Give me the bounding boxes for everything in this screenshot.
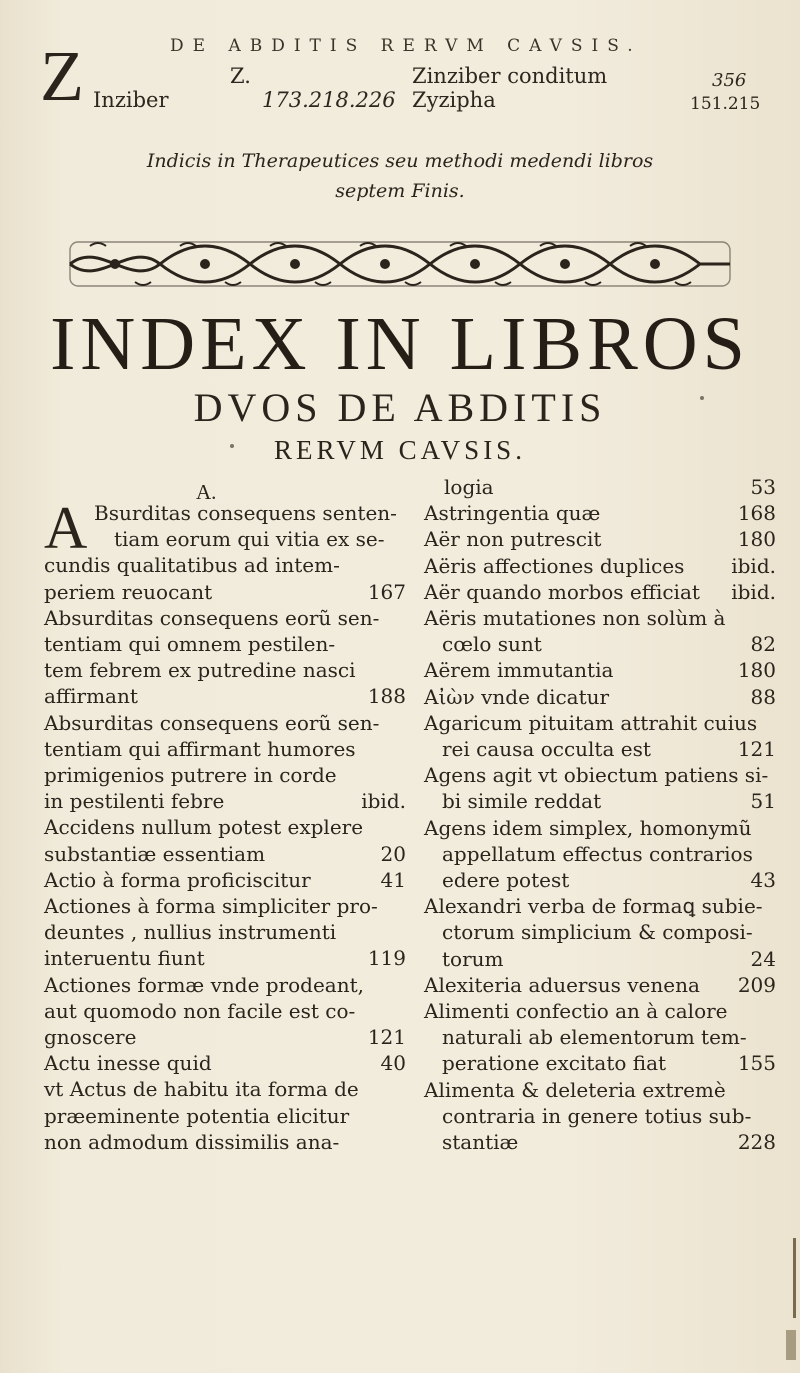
index-entry-line [442,1103,751,1129]
z-entry-right-1: Zinziber conditum [412,64,608,88]
index-page-number: 180 [737,527,776,552]
index-entry-text: Alimenti confectio an à calore [424,999,728,1023]
index-entry-line [44,1103,349,1129]
index-entry-line [44,736,356,762]
index-entry-line [424,893,763,919]
index-page-number: 43 [750,868,776,892]
index-entry-line [424,605,725,631]
index-entry-text: stantiæ [442,1130,519,1154]
index-page-number: 88 [750,684,776,709]
index-entry-line [44,1050,212,1076]
index-entry-line [44,919,336,945]
index-entry-line [424,579,700,605]
index-page-number: 40 [380,1051,406,1076]
index-entry-text: Alexandri verba de formaꝗ subie- [424,894,763,919]
index-entry-line [424,815,752,841]
index-page-number: 121 [367,1025,406,1049]
section-letter-z: Z [40,36,84,116]
index-entry-text: Agaricum pituitam attrahit cuius [424,710,758,735]
index-entry-line [442,1129,518,1155]
index-entry-text: Agens agit vt obiectum patiens si- [424,763,769,788]
indicis-line-1: Indicis in Therapeutices seu methodi medendi libros [146,150,654,172]
index-entry-line [424,998,728,1024]
ink-speck [700,396,704,400]
index-page-number: 188 [367,684,406,709]
index-entry-line [44,657,355,683]
index-entry-text: naturali ab elementorum tem- [442,1025,747,1050]
index-entry-text: periem reuocant [44,579,213,604]
index-entry-text: præeminente potentia elicitur [44,1103,350,1128]
index-entry-text: non admodum dissimilis ana- [44,1129,340,1154]
index-entry-line [424,762,768,788]
index-entry-line [44,762,337,788]
index-page-number: ibid. [731,553,776,578]
index-page-number: 51 [750,789,776,814]
index-page-number: 41 [380,867,406,892]
index-entry-text: tiam eorum qui vitia ex se- [114,527,385,552]
index-entry-line [44,579,212,605]
index-entry-text: Actio à forma proficiscitur [44,867,311,892]
index-entry-line [442,946,503,972]
index-entry-line [442,631,542,657]
index-entry-line [44,841,265,867]
index-entry-line [44,605,379,631]
index-entry-text: substantiæ essentiam [44,841,266,866]
index-page-number: 121 [737,737,776,761]
index-entry-line [44,1129,339,1155]
index-entry-text: Aëris mutationes non solùm à [424,606,726,630]
index-entry-line [442,788,601,814]
index-entry-text: vt Actus de habitu ita forma de [44,1077,359,1102]
index-entry-text: edere potest [442,868,570,892]
index-entry-line [44,945,205,971]
index-entry-line [44,814,363,840]
index-page-number: 20 [380,841,406,866]
index-entry-text: deuntes , nullius instrumenti [44,920,337,945]
z-entry-left: Inziber [93,88,169,112]
index-entry-text: Actiones à forma simpliciter pro- [44,894,378,918]
index-entry-line [442,841,753,867]
index-entry-text: Aër quando morbos efficiat [424,579,700,604]
index-subtitle-2: RERVM CAVSIS. [274,435,526,465]
index-title: INDEX IN LIBROS [50,302,750,386]
index-page-number: ibid. [731,579,776,604]
index-entry-line [424,553,684,579]
index-entry-text: Bsurditas consequens senten- [94,501,397,525]
index-entry-text: Astringentia quæ [424,501,601,526]
index-entry-text: tentiam qui affirmant humores [44,736,356,761]
index-entry-line [444,474,494,500]
index-entry-line [44,788,224,814]
index-entry-text: primigenios putrere in corde [44,763,337,787]
index-entry-line [442,736,651,762]
index-entry-text: aut quomodo non facile est co- [44,998,356,1023]
index-entry-text: Aërem immutantia [424,658,614,683]
index-entry-text: ctorum simplicium & composi- [442,920,753,945]
index-entry-line [442,1024,747,1050]
index-entry-text: tem febrem ex putredine nasci [44,658,356,683]
running-head: DE ABDITIS RERVM CAVSIS. [170,36,642,56]
index-entry-text: cundis qualitatibus ad intem- [44,553,340,578]
index-page-number: 168 [737,501,776,526]
index-entry-text: in pestilenti febre [44,789,225,814]
index-entry-text: rei causa occulta est [442,737,651,761]
z-entry-right-1-page: 356 [712,70,747,91]
index-entry-line [424,972,700,998]
indicis-line-2: septem Finis. [335,180,465,202]
index-entry-text: affirmant [44,684,138,709]
index-entry-line [424,684,609,710]
index-page-number: 155 [737,1051,776,1076]
index-entry-line [424,500,600,526]
index-entry-line [94,500,397,526]
page-edge-shadow [786,1330,796,1360]
index-page-number: 180 [737,658,776,683]
index-entry-line [424,657,613,683]
indicis-finis [0,146,800,206]
index-entry-text: Actu inesse quid [44,1051,212,1076]
index-entry-text: Aëris affectiones duplices [424,553,685,578]
index-entry-text: gnoscere [44,1025,137,1049]
index-entry-text: appellatum effectus contrarios [442,841,753,866]
index-page-number: 209 [737,972,776,997]
index-page-number: 24 [750,946,776,971]
index-entry-text: contraria in genere totius sub- [442,1103,752,1128]
index-entry-line [424,1077,726,1103]
index-entry-text: Aër non putrescit [424,527,602,552]
index-entry-line [442,919,753,945]
index-entry-text: Absurditas consequens eorũ sen- [44,710,380,735]
drop-initial-a: A [44,495,88,561]
index-entry-line [44,683,138,709]
index-entry-text: Agens idem simplex, homonymũ [424,815,752,840]
index-page-number: 82 [750,632,776,657]
index-entry-text: logia [444,475,494,499]
index-entry-text: Aἰὼν vnde dicatur [424,684,610,709]
index-entry-text: interuentu fiunt [44,946,205,971]
index-page-number: 119 [367,946,406,971]
index-entry-line [44,998,355,1024]
index-entry-text: tentiam qui omnem pestilen- [44,632,336,656]
z-entry-right-2-page: 151.215 [690,94,761,114]
index-entry-line [44,552,340,578]
z-entry-left-page: 173.218.226 [262,88,396,112]
index-entry-line [44,972,364,998]
index-entry-line [44,1076,359,1102]
index-entry-line [114,526,385,552]
z-head-letter: Z. [230,64,251,88]
index-entry-text: torum [442,946,504,971]
index-entry-line [44,710,379,736]
index-page-number: 53 [750,475,776,499]
index-entry-line [44,1024,136,1050]
section-letter-a: A. [196,480,217,504]
index-entry-text: peratione excitato fiat [442,1051,667,1076]
index-entry-text: Actiones formæ vnde prodeant, [44,972,364,997]
index-entry-line [442,1050,666,1076]
index-entry-line [44,893,378,919]
index-entry-text: Alexiteria aduersus venena [424,972,700,997]
index-entry-text: bi simile reddat [442,789,602,814]
index-entry-text: Accidens nullum potest explere [44,815,364,840]
index-subtitle: DVOS DE ABDITIS [193,385,607,430]
index-entry-text: cœlo sunt [442,632,542,657]
index-entry-line [44,867,311,893]
index-entry-text: Alimenta & deleteria extremè [424,1077,726,1102]
index-page-number: ibid. [361,789,406,814]
ink-speck [230,444,234,448]
index-entry-line [442,867,569,893]
index-entry-line [424,526,601,552]
page-edge-mark [793,1238,796,1318]
printer-headpiece-ornament-icon [60,236,740,292]
index-entry-line [44,631,335,657]
index-page-number: 167 [367,579,406,604]
index-entry-text: Absurditas consequens eorũ sen- [44,605,380,630]
index-entry-line [424,710,757,736]
z-entry-right-2: Zyzipha [412,88,496,112]
index-page-number: 228 [737,1130,776,1154]
